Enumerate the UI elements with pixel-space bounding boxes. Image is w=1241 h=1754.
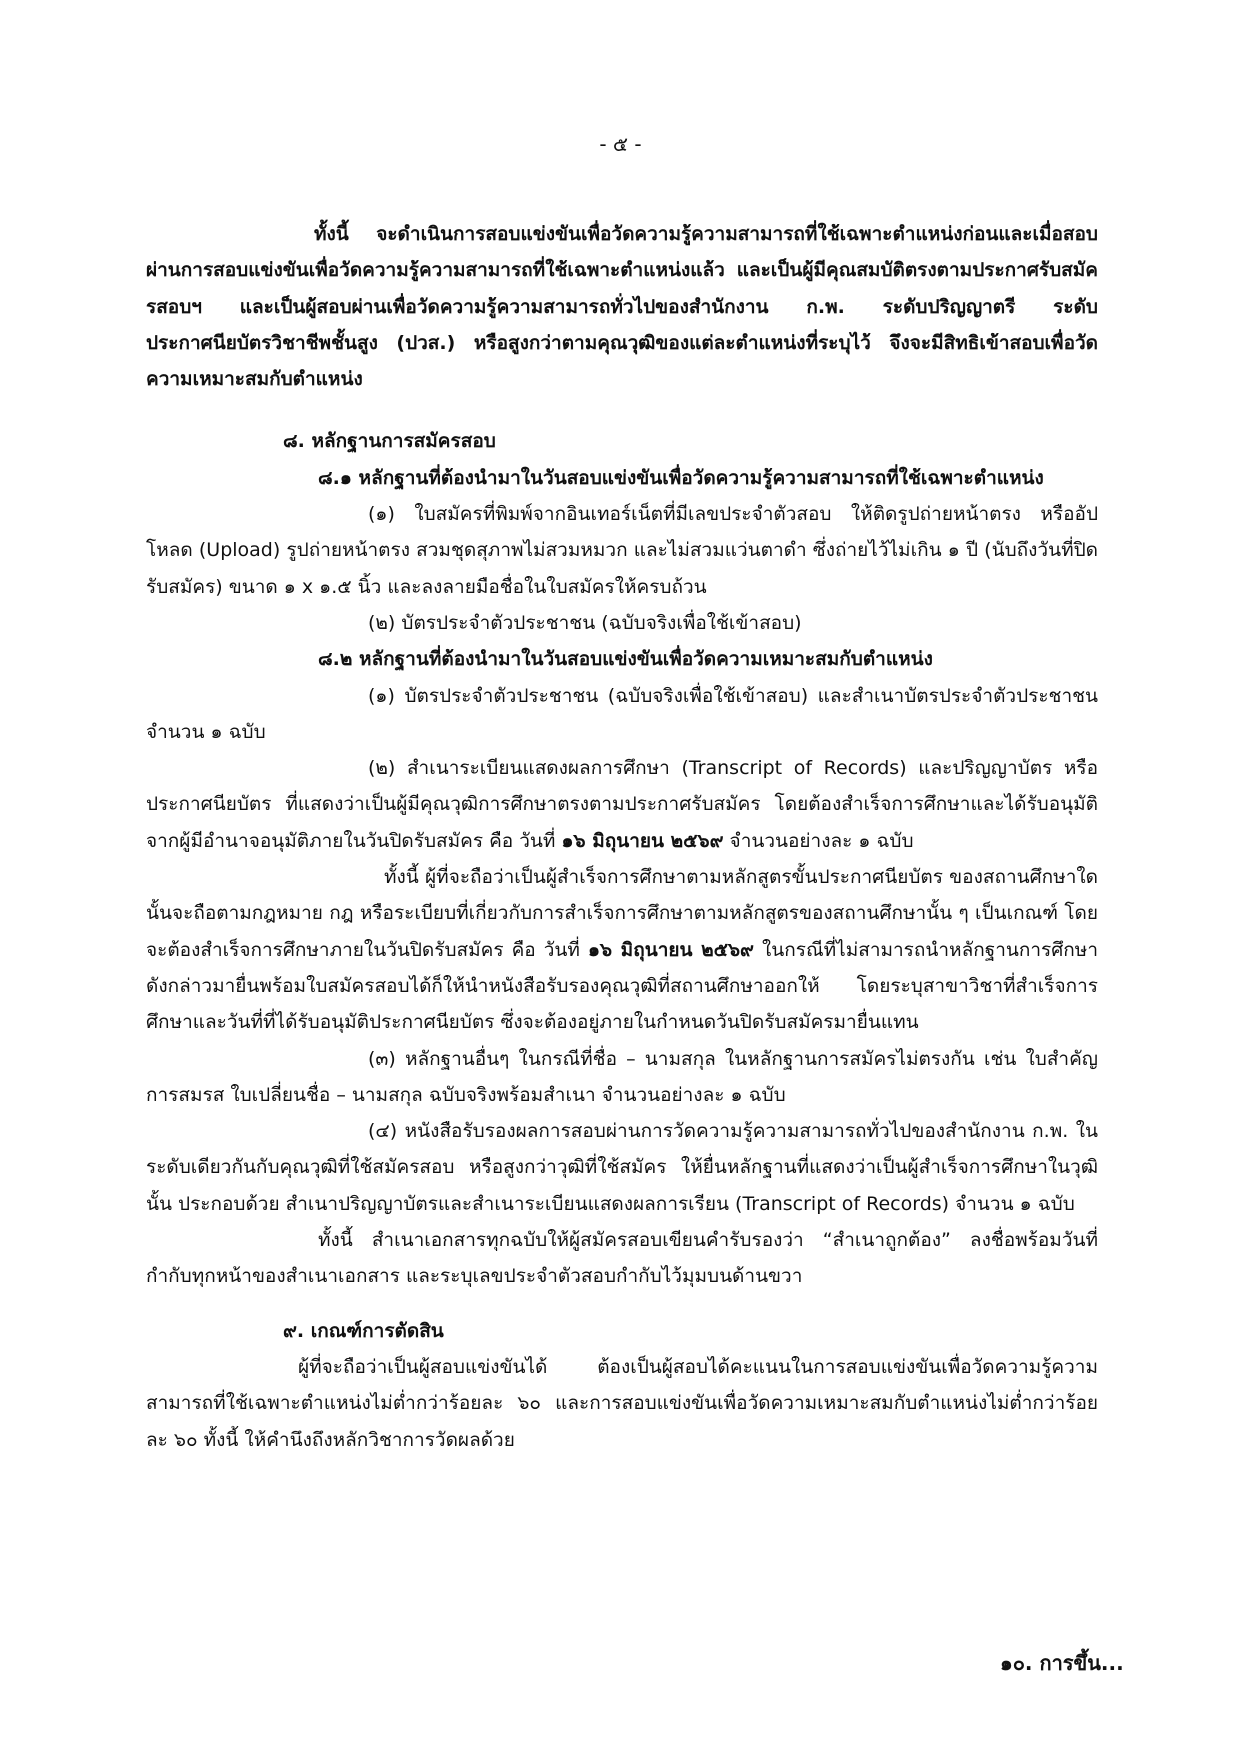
section-8-2-item-2 (146, 750, 1098, 859)
section-8-2-note-2: ทั้งนี้ สำเนาเอกสารทุกฉบับให้ผู้สมัครสอบเขียนคำรับรองว่า “สำเนาถูกต้อง” ลงชื่อพร้อมวันที่กำกับทุกหน้าของสำเนาเอกสาร และระบุเลขประจำตัวสอบกำกับไว้มุมบนด้านขวา (146, 1229, 1098, 1288)
note-text: ทั้งนี้ ผู้ที่จะถือว่าเป็นผู้สำเร็จการศึกษาตามหลักสูตรขั้นประกาศนียบัตร ของสถานศึกษาใดนั้นจะถือตามกฎหมาย กฎ หรือระเบียบที่เกี่ยวกับการสำเร็จการศึกษาตามหลักสูตรของสถานศึกษานั้น ๆ เป็นเกณฑ์ โดยจะต้องสำเร็จการศึกษาภายในวันปิดรับสมัคร คือ วันที่ (146, 866, 1098, 961)
document-body (146, 216, 1098, 1458)
section-8-1-item-2: (๒) บัตรประจำตัวประชาชน (ฉบับจริงเพื่อใช้เข้าสอบ) (368, 611, 802, 634)
closing-date: ๑๖ มิถุนายน ๒๕๖๙ (561, 829, 724, 852)
section-9-heading: ๙. เกณฑ์การตัดสิน (283, 1319, 444, 1342)
section-8-heading: ๘. หลักฐานการสมัครสอบ (283, 430, 496, 453)
page-number: - ๕ - (599, 132, 642, 156)
section-9-paragraph: ผู้ที่จะถือว่าเป็นผู้สอบแข่งขันได้ ต้องเป็นผู้สอบได้คะแนนในการสอบแข่งขันเพื่อวัดความรู้ความสามารถที่ใช้เฉพาะตำแหน่งไม่ต่ำกว่าร้อยละ ๖๐ และการสอบแข่งขันเพื่อวัดความเหมาะสมกับตำแหน่งไม่ต่ำกว่าร้อยละ ๖๐ ทั้งนี้ ให้คำนึงถึงหลักวิชาการวัดผลด้วย (146, 1355, 1098, 1451)
section-8-1-heading: ๘.๑ หลักฐานที่ต้องนำมาในวันสอบแข่งขันเพื่อวัดความรู้ความสามารถที่ใช้เฉพาะตำแหน่ง (318, 466, 1044, 489)
section-8-2-item-4: (๔) หนังสือรับรองผลการสอบผ่านการวัดความรู้ความสามารถทั่วไปของสำนักงาน ก.พ. ในระดับเดียวกันกับคุณวุฒิที่ใช้สมัครสอบ หรือสูงกว่าวุฒิที่ใช้สมัคร ให้ยื่นหลักฐานที่แสดงว่าเป็นผู้สำเร็จการศึกษาในวุฒินั้น ประกอบด้วย สำเนาปริญญาบัตรและสำเนาระเบียนแสดงผลการเรียน (Transcript of Records) จำนวน ๑ ฉบับ (146, 1120, 1098, 1215)
closing-date: ๑๖ มิถุนายน ๒๕๖๙ (587, 938, 754, 961)
next-page-cue: ๑๐. การขึ้น... (1000, 1651, 1124, 1675)
section-8-2-item-3: (๓) หลักฐานอื่นๆ ในกรณีที่ชื่อ – นามสกุล ในหลักฐานการสมัครไม่ตรงกัน เช่น ใบสำคัญการสมรส ใบเปลี่ยนชื่อ – นามสกุล ฉบับจริงพร้อมสำเนา จำนวนอย่างละ ๑ ฉบับ (146, 1047, 1098, 1106)
section-8-2-item-1: (๑) บัตรประจำตัวประชาชน (ฉบับจริงเพื่อใช้เข้าสอบ) และสำเนาบัตรประจำตัวประชาชน จำนวน ๑ ฉบับ (146, 684, 1098, 743)
item-2-text: (๒) สำเนาระเบียนแสดงผลการศึกษา (Transcript of Records) และปริญญาบัตร หรือประกาศนียบัตร ที่แสดงว่าเป็นผู้มีคุณวุฒิการศึกษาตรงตามประกาศรับสมัคร โดยต้องสำเร็จการศึกษาและได้รับอนุมัติจากผู้มีอำนาจอนุมัติภายในวันปิดรับสมัคร คือ วันที่ (146, 757, 1098, 852)
intro-paragraph: ทั้งนี้ จะดำเนินการสอบแข่งขันเพื่อวัดความรู้ความสามารถที่ใช้เฉพาะตำแหน่งก่อนและเมื่อสอบผ่านการสอบแข่งขันเพื่อวัดความรู้ความสามารถที่ใช้เฉพาะตำแหน่งแล้ว และเป็นผู้มีคุณสมบัติตรงตามประกาศรับสมัครสอบฯ และเป็นผู้สอบผ่านเพื่อวัดความรู้ความสามารถทั่วไปของสำนักงาน ก.พ. ระดับปริญญาตรี ระดับประกาศนียบัตรวิชาชีพชั้นสูง (ปวส.) หรือสูงกว่าตามคุณวุฒิของแต่ละตำแหน่งที่ระบุไว้ จึงจะมีสิทธิเข้าสอบเพื่อวัดความเหมาะสมกับตำแหน่ง (146, 223, 1098, 391)
item-2-text-end: จำนวนอย่างละ ๑ ฉบับ (723, 829, 914, 852)
section-8-2-note (146, 859, 1098, 1040)
section-8-2-heading: ๘.๒ หลักฐานที่ต้องนำมาในวันสอบแข่งขันเพื่อวัดความเหมาะสมกับตำแหน่ง (318, 648, 933, 671)
note-text-end: ในกรณีที่ไม่สามารถนำหลักฐานการศึกษาดังกล่าวมายื่นพร้อมใบสมัครสอบได้ก็ให้นำหนังสือรับรองคุณวุฒิที่สถานศึกษาออกให้ โดยระบุสาขาวิชาที่สำเร็จการศึกษาและวันที่ที่ได้รับอนุมัติประกาศนียบัตร ซึ่งจะต้องอยู่ภายในกำหนดวันปิดรับสมัครมายื่นแทน (146, 938, 1098, 1034)
section-8-1-item-1: (๑) ใบสมัครที่พิมพ์จากอินเทอร์เน็ตที่มีเลขประจำตัวสอบ ให้ติดรูปถ่ายหน้าตรง หรืออัปโหลด (Upload) รูปถ่ายหน้าตรง สวมชุดสุภาพไม่สวมหมวก และไม่สวมแว่นตาดำ ซึ่งถ่ายไว้ไม่เกิน ๑ ปี (นับถึงวันที่ปิดรับสมัคร) ขนาด ๑ x ๑.๕ นิ้ว และลงลายมือชื่อในใบสมัครให้ครบถ้วน (146, 503, 1098, 598)
